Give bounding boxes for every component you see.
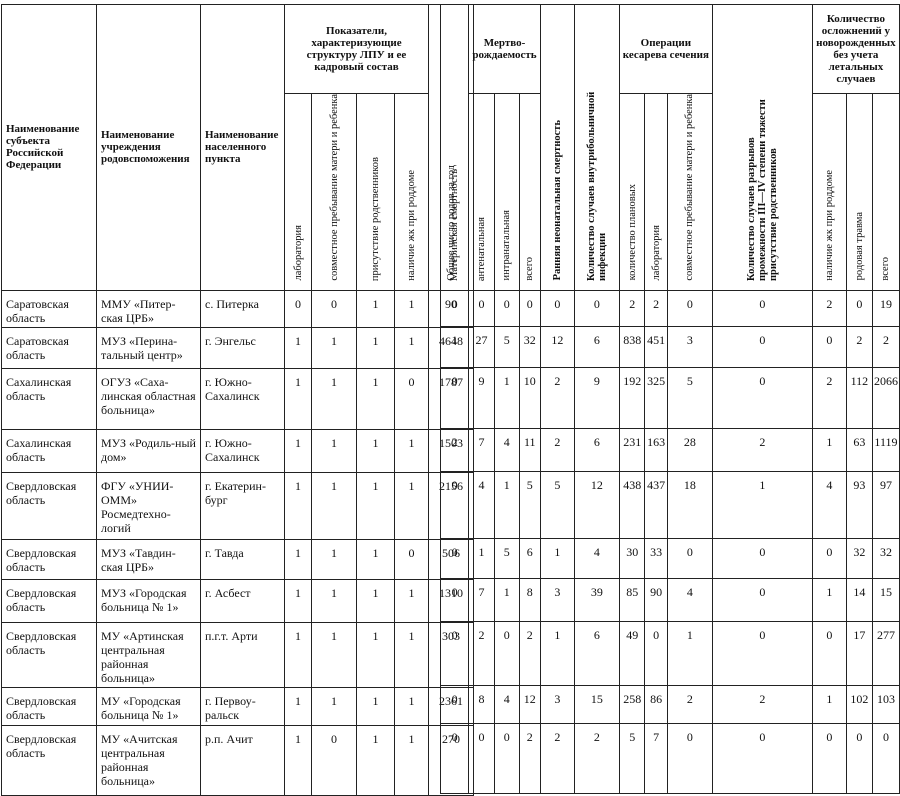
value-cell: 0 bbox=[285, 290, 312, 327]
header-subject: Наименование субъекта Российской Федерации bbox=[2, 5, 97, 291]
value-cell: 86 bbox=[645, 685, 667, 723]
value-cell: 277 bbox=[872, 621, 899, 685]
value-cell: 1 bbox=[312, 539, 357, 579]
value-cell: 1 bbox=[395, 579, 429, 622]
header-stillbirth-group: Мертво-рождаемость bbox=[469, 5, 541, 94]
value-cell: 1 bbox=[357, 687, 395, 725]
value-cell: 1 bbox=[712, 471, 812, 538]
locality-cell: р.п. Ачит bbox=[201, 725, 285, 795]
institution-cell: ММУ «Питер-ская ЦРБ» bbox=[97, 290, 201, 327]
value-cell: 2 bbox=[712, 685, 812, 723]
table-row bbox=[2, 429, 474, 472]
table-row bbox=[2, 622, 474, 687]
value-cell: 6 bbox=[574, 621, 619, 685]
value-cell: 3 bbox=[540, 685, 574, 723]
value-cell: 7 bbox=[469, 578, 495, 621]
value-cell: 270 bbox=[429, 725, 474, 795]
value-cell: 1 bbox=[540, 538, 574, 578]
value-cell: 2 bbox=[846, 326, 872, 367]
value-cell: 1 bbox=[395, 687, 429, 725]
institution-cell: МУЗ «Родиль-ный дом» bbox=[97, 429, 201, 472]
institution-cell: ФГУ «УНИИ-ОММ» Росмедтехно-логий bbox=[97, 472, 201, 539]
value-cell: 2 bbox=[619, 290, 645, 326]
value-cell: 2 bbox=[872, 326, 899, 367]
locality-cell: г. Екатерин-бург bbox=[201, 472, 285, 539]
value-cell: 5 bbox=[619, 723, 645, 793]
value-cell: 8 bbox=[469, 685, 495, 723]
header-cesarean-lab: лаборатория bbox=[645, 94, 667, 291]
value-cell: 63 bbox=[846, 428, 872, 471]
table-row bbox=[2, 368, 474, 429]
value-cell: 192 bbox=[619, 367, 645, 428]
header-complications-women-clinic: наличие жк при роддоме bbox=[812, 94, 846, 291]
value-cell: 2 bbox=[469, 621, 495, 685]
value-cell: 303 bbox=[429, 622, 474, 687]
value-cell: 2 bbox=[540, 367, 574, 428]
value-cell: 9 bbox=[469, 367, 495, 428]
table-row bbox=[2, 579, 474, 622]
value-cell: 1 bbox=[357, 622, 395, 687]
value-cell: 1 bbox=[395, 725, 429, 795]
header-cohabitation: совместное пребывание матери и ребенка bbox=[312, 94, 357, 291]
value-cell: 0 bbox=[441, 290, 469, 326]
value-cell: 1 bbox=[667, 621, 712, 685]
value-cell: 163 bbox=[645, 428, 667, 471]
header-birth-trauma: родовая травма bbox=[846, 94, 872, 291]
value-cell: 838 bbox=[619, 326, 645, 367]
subject-cell: Свердловская область bbox=[2, 579, 97, 622]
value-cell: 9 bbox=[574, 367, 619, 428]
value-cell: 5 bbox=[540, 471, 574, 538]
subject-cell: Свердловская область bbox=[2, 687, 97, 725]
subject-cell: Свердловская область bbox=[2, 622, 97, 687]
table-row bbox=[441, 578, 900, 621]
locality-cell: г. Тавда bbox=[201, 539, 285, 579]
institution-cell: МУ «Ачитская центральная районная больница» bbox=[97, 725, 201, 795]
value-cell: 49 bbox=[619, 621, 645, 685]
value-cell: 1 bbox=[285, 472, 312, 539]
value-cell: 1503 bbox=[429, 429, 474, 472]
value-cell: 0 bbox=[645, 621, 667, 685]
value-cell: 1 bbox=[357, 725, 395, 795]
value-cell: 1787 bbox=[429, 368, 474, 429]
locality-cell: п.г.т. Арти bbox=[201, 622, 285, 687]
value-cell: 2 bbox=[540, 723, 574, 793]
value-cell: 0 bbox=[712, 367, 812, 428]
value-cell: 12 bbox=[574, 471, 619, 538]
subject-cell: Сахалинская область bbox=[2, 368, 97, 429]
value-cell: 1 bbox=[285, 368, 312, 429]
header-complications-group: Количество осложнений у новорожденных без учета летальных случаев bbox=[812, 5, 899, 94]
table-row bbox=[441, 326, 900, 367]
value-cell: 4 bbox=[494, 685, 519, 723]
value-cell: 1 bbox=[469, 538, 495, 578]
value-cell: 5 bbox=[494, 538, 519, 578]
value-cell: 1 bbox=[357, 472, 395, 539]
value-cell: 3 bbox=[667, 326, 712, 367]
value-cell: 5 bbox=[519, 471, 540, 538]
institution-cell: МУЗ «Городская больница № 1» bbox=[97, 579, 201, 622]
table-row bbox=[441, 621, 900, 685]
table-row bbox=[441, 428, 900, 471]
value-cell: 102 bbox=[846, 685, 872, 723]
value-cell: 2 bbox=[712, 428, 812, 471]
value-cell: 0 bbox=[712, 538, 812, 578]
value-cell: 0 bbox=[441, 538, 469, 578]
value-cell: 0 bbox=[519, 290, 540, 326]
value-cell: 14 bbox=[846, 578, 872, 621]
value-cell: 8 bbox=[519, 578, 540, 621]
subject-cell: Свердловская область bbox=[2, 539, 97, 579]
value-cell: 0 bbox=[469, 723, 495, 793]
value-cell: 32 bbox=[872, 538, 899, 578]
value-cell: 85 bbox=[619, 578, 645, 621]
value-cell: 0 bbox=[441, 471, 469, 538]
value-cell: 4 bbox=[574, 538, 619, 578]
value-cell: 0 bbox=[712, 621, 812, 685]
value-cell: 32 bbox=[846, 538, 872, 578]
value-cell: 2 bbox=[519, 621, 540, 685]
value-cell: 0 bbox=[469, 290, 495, 326]
value-cell: 3 bbox=[540, 578, 574, 621]
value-cell: 5 bbox=[494, 326, 519, 367]
header-maternal-mortality: Материнская смертность bbox=[441, 5, 469, 291]
value-cell: 0 bbox=[812, 621, 846, 685]
value-cell: 27 bbox=[469, 326, 495, 367]
value-cell: 0 bbox=[494, 723, 519, 793]
value-cell: 28 bbox=[667, 428, 712, 471]
value-cell: 32 bbox=[519, 326, 540, 367]
table-row bbox=[441, 538, 900, 578]
value-cell: 1 bbox=[357, 579, 395, 622]
value-cell: 1 bbox=[312, 429, 357, 472]
locality-cell: г. Южно-Сахалинск bbox=[201, 368, 285, 429]
value-cell: 0 bbox=[312, 290, 357, 327]
value-cell: 4 bbox=[812, 471, 846, 538]
value-cell: 1 bbox=[812, 685, 846, 723]
value-cell: 1 bbox=[285, 687, 312, 725]
value-cell: 1 bbox=[312, 622, 357, 687]
value-cell: 0 bbox=[441, 621, 469, 685]
value-cell: 2 bbox=[812, 290, 846, 326]
value-cell: 17 bbox=[846, 621, 872, 685]
header-stillbirth-total: всего bbox=[519, 94, 540, 291]
table-row bbox=[441, 471, 900, 538]
institution-cell: МУ «Городская больница № 1» bbox=[97, 687, 201, 725]
value-cell: 0 bbox=[712, 326, 812, 367]
header-infections: Количество случаев внутрибольничной инфекции bbox=[574, 5, 619, 291]
value-cell: 258 bbox=[619, 685, 645, 723]
header-ruptures: Количество случаев разрывов промежности III—IV степени тяжести присутствие родственников bbox=[712, 5, 812, 291]
table-row bbox=[2, 725, 474, 795]
subject-cell: Сахалинская область bbox=[2, 429, 97, 472]
value-cell: 0 bbox=[312, 725, 357, 795]
institution-cell: МУ «Артинская центральная районная больница» bbox=[97, 622, 201, 687]
value-cell: 0 bbox=[846, 290, 872, 326]
value-cell: 1 bbox=[812, 428, 846, 471]
value-cell: 90 bbox=[429, 290, 474, 327]
table-row bbox=[2, 539, 474, 579]
header-women-clinic: наличие жк при роддоме bbox=[395, 94, 429, 291]
value-cell: 0 bbox=[846, 723, 872, 793]
value-cell: 437 bbox=[645, 471, 667, 538]
value-cell: 0 bbox=[494, 290, 519, 326]
value-cell: 1 bbox=[312, 687, 357, 725]
value-cell: 1 bbox=[395, 290, 429, 327]
value-cell: 1 bbox=[357, 539, 395, 579]
value-cell: 0 bbox=[712, 723, 812, 793]
value-cell: 4 bbox=[494, 428, 519, 471]
value-cell: 0 bbox=[441, 723, 469, 793]
value-cell: 15 bbox=[574, 685, 619, 723]
value-cell: 19 bbox=[872, 290, 899, 326]
value-cell: 1 bbox=[285, 622, 312, 687]
value-cell: 0 bbox=[667, 723, 712, 793]
value-cell: 15 bbox=[872, 578, 899, 621]
subject-cell: Саратовская область bbox=[2, 327, 97, 368]
subject-cell: Свердловская область bbox=[2, 725, 97, 795]
value-cell: 2 bbox=[441, 428, 469, 471]
value-cell: 0 bbox=[574, 290, 619, 326]
value-cell: 2066 bbox=[872, 367, 899, 428]
value-cell: 1 bbox=[494, 367, 519, 428]
table-row bbox=[441, 685, 900, 723]
table-row bbox=[2, 290, 474, 327]
value-cell: 0 bbox=[812, 326, 846, 367]
locality-cell: с. Питерка bbox=[201, 290, 285, 327]
value-cell: 103 bbox=[872, 685, 899, 723]
value-cell: 10 bbox=[519, 367, 540, 428]
value-cell: 451 bbox=[645, 326, 667, 367]
value-cell: 1 bbox=[312, 327, 357, 368]
subject-cell: Свердловская область bbox=[2, 472, 97, 539]
value-cell: 1 bbox=[494, 578, 519, 621]
value-cell: 1 bbox=[357, 429, 395, 472]
locality-cell: г. Первоу-ральск bbox=[201, 687, 285, 725]
value-cell: 11 bbox=[519, 428, 540, 471]
value-cell: 97 bbox=[872, 471, 899, 538]
table-row bbox=[441, 367, 900, 428]
institution-cell: МУЗ «Перина-тальный центр» bbox=[97, 327, 201, 368]
value-cell: 0 bbox=[441, 367, 469, 428]
table-row bbox=[441, 723, 900, 793]
value-cell: 325 bbox=[645, 367, 667, 428]
header-early-neonatal: Ранняя неонатальная смертность bbox=[540, 5, 574, 291]
header-cesarean-group: Операции кесарева сечения bbox=[619, 5, 712, 94]
value-cell: 0 bbox=[494, 621, 519, 685]
value-cell: 1 bbox=[540, 621, 574, 685]
locality-cell: г. Асбест bbox=[201, 579, 285, 622]
table-row bbox=[441, 290, 900, 326]
value-cell: 231 bbox=[619, 428, 645, 471]
value-cell: 1 bbox=[395, 622, 429, 687]
value-cell: 1 bbox=[357, 368, 395, 429]
value-cell: 1 bbox=[312, 472, 357, 539]
value-cell: 6 bbox=[574, 428, 619, 471]
value-cell: 0 bbox=[441, 685, 469, 723]
value-cell: 90 bbox=[645, 578, 667, 621]
table-row bbox=[2, 327, 474, 368]
header-cesarean-cohabitation: совместное пребывание матери и ребенка bbox=[667, 94, 712, 291]
value-cell: 0 bbox=[812, 538, 846, 578]
value-cell: 1 bbox=[441, 326, 469, 367]
value-cell: 1 bbox=[285, 539, 312, 579]
value-cell: 4648 bbox=[429, 327, 474, 368]
value-cell: 0 bbox=[667, 538, 712, 578]
value-cell: 1 bbox=[357, 290, 395, 327]
value-cell: 39 bbox=[574, 578, 619, 621]
value-cell: 2 bbox=[667, 685, 712, 723]
value-cell: 1 bbox=[395, 429, 429, 472]
subject-cell: Саратовская область bbox=[2, 290, 97, 327]
value-cell: 6 bbox=[519, 538, 540, 578]
value-cell: 1310 bbox=[429, 579, 474, 622]
institution-cell: МУЗ «Тавдин-ская ЦРБ» bbox=[97, 539, 201, 579]
value-cell: 18 bbox=[667, 471, 712, 538]
institution-cell: ОГУЗ «Саха-линская областная больница» bbox=[97, 368, 201, 429]
header-complications-total: всего bbox=[872, 94, 899, 291]
value-cell: 0 bbox=[872, 723, 899, 793]
value-cell: 5 bbox=[667, 367, 712, 428]
value-cell: 438 bbox=[619, 471, 645, 538]
value-cell: 0 bbox=[812, 723, 846, 793]
value-cell: 30 bbox=[619, 538, 645, 578]
value-cell: 2 bbox=[645, 290, 667, 326]
value-cell: 12 bbox=[540, 326, 574, 367]
value-cell: 1 bbox=[494, 471, 519, 538]
value-cell: 1 bbox=[812, 578, 846, 621]
locality-cell: г. Энгельс bbox=[201, 327, 285, 368]
value-cell: 6 bbox=[574, 326, 619, 367]
value-cell: 2361 bbox=[429, 687, 474, 725]
value-cell: 1 bbox=[312, 579, 357, 622]
value-cell: 1 bbox=[395, 327, 429, 368]
value-cell: 0 bbox=[540, 290, 574, 326]
value-cell: 0 bbox=[395, 368, 429, 429]
value-cell: 93 bbox=[846, 471, 872, 538]
value-cell: 1 bbox=[285, 327, 312, 368]
value-cell: 7 bbox=[469, 428, 495, 471]
header-structure-group: Показатели, характеризующие структуру ЛПУ и ее кадровый состав bbox=[285, 5, 429, 94]
right-table bbox=[440, 4, 900, 794]
value-cell: 0 bbox=[395, 539, 429, 579]
value-cell: 0 bbox=[441, 578, 469, 621]
header-intranatal: интранатальная bbox=[494, 94, 519, 291]
value-cell: 1 bbox=[285, 429, 312, 472]
value-cell: 2 bbox=[540, 428, 574, 471]
value-cell: 12 bbox=[519, 685, 540, 723]
header-relatives: присутствие родственников bbox=[357, 94, 395, 291]
value-cell: 0 bbox=[712, 578, 812, 621]
value-cell: 1119 bbox=[872, 428, 899, 471]
header-locality: Наименование населенного пункта bbox=[201, 5, 285, 291]
value-cell: 1 bbox=[395, 472, 429, 539]
locality-cell: г. Южно-Сахалинск bbox=[201, 429, 285, 472]
value-cell: 1 bbox=[312, 368, 357, 429]
value-cell: 506 bbox=[429, 539, 474, 579]
value-cell: 1 bbox=[357, 327, 395, 368]
header-institution: Наименование учреждения родовспоможения bbox=[97, 5, 201, 291]
left-table bbox=[1, 4, 474, 796]
value-cell: 1 bbox=[285, 579, 312, 622]
table-row bbox=[2, 472, 474, 539]
header-antenatal: антенатальная bbox=[469, 94, 495, 291]
value-cell: 2 bbox=[519, 723, 540, 793]
value-cell: 2156 bbox=[429, 472, 474, 539]
value-cell: 4 bbox=[469, 471, 495, 538]
header-total-births: Общее число родов за год bbox=[429, 5, 474, 291]
value-cell: 0 bbox=[712, 290, 812, 326]
value-cell: 7 bbox=[645, 723, 667, 793]
value-cell: 4 bbox=[667, 578, 712, 621]
table-row bbox=[2, 687, 474, 725]
header-planned: количество плановых bbox=[619, 94, 645, 291]
header-lab: лаборатория bbox=[285, 94, 312, 291]
value-cell: 2 bbox=[812, 367, 846, 428]
value-cell: 0 bbox=[667, 290, 712, 326]
value-cell: 1 bbox=[285, 725, 312, 795]
value-cell: 33 bbox=[645, 538, 667, 578]
value-cell: 2 bbox=[574, 723, 619, 793]
value-cell: 112 bbox=[846, 367, 872, 428]
